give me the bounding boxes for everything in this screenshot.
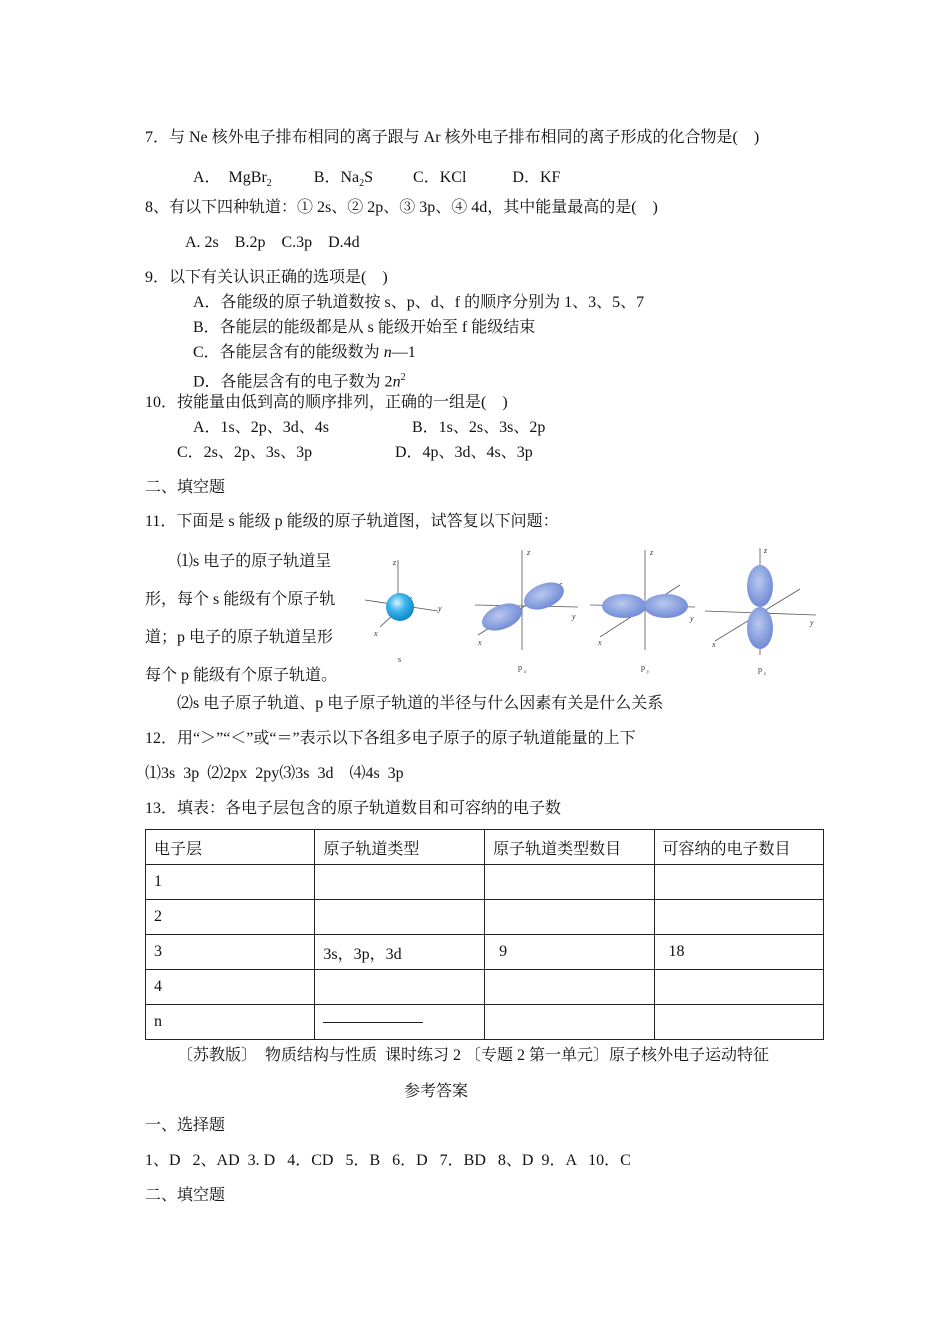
table-header-cell: 原子轨道类型: [315, 830, 485, 865]
py-orbital: [590, 548, 695, 675]
q9-option-b: B．各能层的能级都是从 s 能级开始至 f 能级结束: [193, 319, 536, 336]
q10-option-a: A．1s、2p、3d、4s: [193, 419, 330, 436]
table-cell: [654, 970, 823, 1005]
q10-text: 10．按能量由低到高的顺序排列，正确的一组是( ): [145, 394, 508, 411]
table-cell: [315, 970, 485, 1005]
q9-option-a: A．各能级的原子轨道数按 s、p、d、f 的顺序分别为 1、3、5、7: [193, 294, 645, 311]
table-cell: [485, 970, 654, 1005]
svg-text:p: p: [641, 663, 645, 672]
table-header-cell: 可容纳的电子数目: [654, 830, 823, 865]
table-row: [146, 1005, 824, 1040]
svg-text:y: y: [690, 614, 694, 623]
table-cell: 1: [146, 865, 315, 900]
table-cell: n: [146, 1005, 315, 1040]
orbital-diagram: [360, 545, 825, 680]
table-cell: [654, 900, 823, 935]
svg-text:z: z: [393, 558, 397, 567]
table-cell: [654, 1005, 823, 1040]
svg-text:x: x: [598, 638, 602, 647]
table-cell: [315, 900, 485, 935]
table-cell: 2: [146, 900, 315, 935]
q7-option-b: B．$Na_2S$: [313, 169, 374, 190]
table-cell: [315, 865, 485, 900]
svg-text:y: y: [438, 604, 442, 613]
svg-text:z: z: [764, 546, 768, 555]
table-cell: 18: [654, 935, 823, 970]
svg-text:x: x: [478, 638, 482, 647]
table-cell: 9: [485, 935, 654, 970]
table-row: [146, 865, 824, 900]
q8-text: 8、有以下四种轨道：① 2s、② 2p、③ 3p、④ 4d，其中能量最高的是( ): [145, 199, 658, 216]
table-cell: [485, 865, 654, 900]
q7-options: [193, 164, 560, 189]
electron-shell-table: [145, 829, 824, 1040]
blank-dash-line: [323, 1022, 423, 1023]
pz-orbital: [705, 546, 816, 677]
table-cell: 3s，3p，3d: [315, 935, 485, 970]
answer-section-fill: 二、填空题: [145, 1187, 226, 1204]
svg-text:y: y: [647, 670, 650, 675]
table-cell: [654, 865, 823, 900]
q12-text: 12．用“＞”“＜”或“＝”表示以下各组多电子原子的原子轨道能量的上下: [145, 730, 636, 747]
table-row: [146, 970, 824, 1005]
q10-option-d: D．4p、3d、4s、3p: [395, 444, 533, 461]
q7-option-c: C．KCl: [413, 169, 467, 186]
q7-option-d: D．KF: [512, 169, 561, 186]
table-header-row: [146, 830, 824, 865]
table-cell: [315, 1005, 485, 1040]
s-orbital: [365, 558, 442, 664]
q8-options: A. 2s B.2p C.3p D.4d: [185, 234, 360, 251]
svg-text:z: z: [764, 672, 766, 677]
q11-part1: ⑴s 电子的原子轨道呈 形，每个 s 能级有个原子轨 道；p 电子的原子轨道呈形 每个 p 能级有个原子轨道。: [145, 553, 338, 684]
svg-text:z: z: [527, 548, 531, 557]
table-cell: [485, 1005, 654, 1040]
q13-text: 13．填表：各电子层包含的原子轨道数目和可容纳的电子数: [145, 800, 562, 817]
px-orbital: [475, 548, 578, 675]
q11-text: 11．下面是 s 能级 p 能级的原子轨道图，试答复以下问题：: [145, 513, 559, 530]
table-row: [146, 935, 824, 970]
q9-text: 9．以下有关认识正确的选项是( ): [145, 269, 388, 286]
table-header-cell: 电子层: [146, 830, 315, 865]
q10-option-c: C．2s、2p、3s、3p: [177, 444, 313, 461]
svg-text:p: p: [518, 663, 522, 672]
svg-text:x: x: [524, 670, 527, 675]
svg-text:p: p: [758, 665, 762, 674]
q11-part2: ⑵s 电子原子轨道、p 电子原子轨道的半径与什么因素有关是什么关系: [177, 695, 664, 712]
q7-text: 7．与 Ne 核外电子排布相同的离子跟与 Ar 核外电子排布相同的离子形成的化合物是( ): [145, 129, 760, 146]
q9-option-c: C．各能层含有的能级数为 n—1: [193, 344, 416, 361]
table-cell: [485, 900, 654, 935]
table-header-cell: 原子轨道类型数目: [485, 830, 654, 865]
table-row: [146, 900, 824, 935]
q7-option-a: A． MgBr$_2$: [193, 169, 272, 190]
table-cell: 4: [146, 970, 315, 1005]
q12-items: ⑴3s 3p ⑵2px 2py⑶3s 3d ⑷4s 3p: [145, 765, 404, 782]
answer-title: 参考答案: [404, 1083, 469, 1100]
section-fill-in-heading: 二、填空题: [145, 479, 226, 496]
svg-text:s: s: [398, 655, 402, 664]
table-cell: 3: [146, 935, 315, 970]
svg-text:y: y: [810, 618, 814, 627]
answer-list: 1、D 2、AD 3. D 4．CD 5．B 6．D 7．BD 8、D 9．A 10．C: [145, 1152, 631, 1169]
svg-text:x: x: [374, 629, 378, 638]
svg-text:x: x: [712, 640, 716, 649]
q9-option-d: D．各能层含有的电子数为 $2n^2$: [193, 372, 406, 391]
q10-option-b: B．1s、2s、3s、2p: [412, 419, 546, 436]
practice-title: 〔苏教版〕 物质结构与性质 课时练习 2 〔专题 2 第一单元〕原子核外电子运动特征: [177, 1047, 770, 1064]
answer-section-choice: 一、选择题: [145, 1117, 226, 1134]
svg-text:y: y: [572, 612, 576, 621]
svg-text:z: z: [650, 548, 654, 557]
